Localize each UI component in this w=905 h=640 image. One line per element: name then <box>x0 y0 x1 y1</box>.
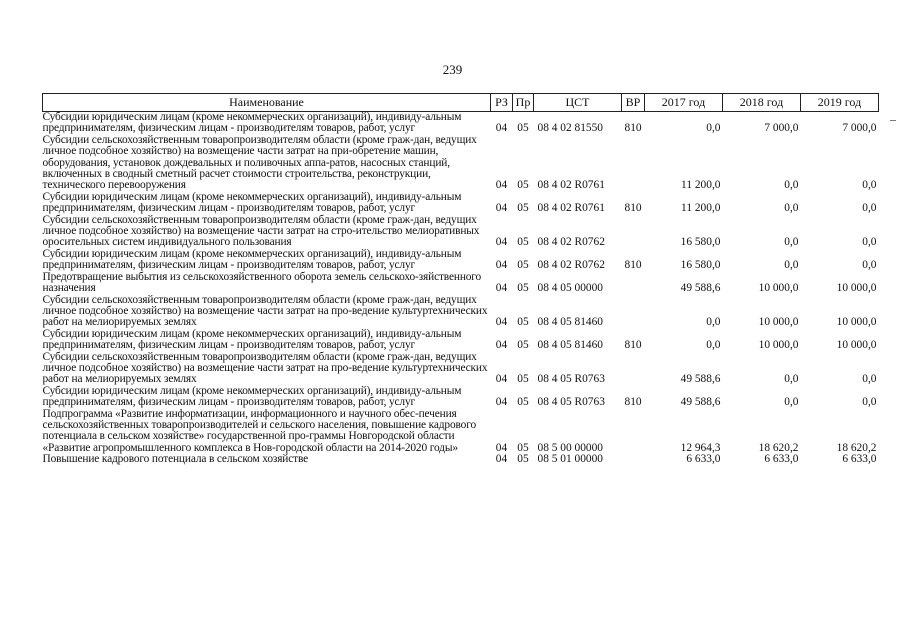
row-2017: 6 633,0 <box>686 453 721 466</box>
row-cst: 08 4 05 81460 <box>537 316 603 329</box>
row-vr <box>622 409 645 455</box>
row-2017: 0,0 <box>706 316 721 329</box>
row-vr <box>622 272 645 295</box>
row-2018: 18 620,2 <box>758 441 799 454</box>
row-cst: 08 4 05 R0763 <box>537 373 605 386</box>
row-vr <box>622 352 645 386</box>
row-name: Субсидии юридическим лицам (кроме некоммерческих организаций), индивиду-альным предпринимателям, физическим лицам - производителям товаров, работ, услуг <box>42 111 462 135</box>
row-2017: 0,0 <box>706 122 721 135</box>
row-pr: 05 <box>517 441 529 454</box>
row-cst: 08 4 05 00000 <box>537 282 603 295</box>
row-vr: 810 <box>624 122 642 135</box>
row-rz: 04 <box>495 282 508 295</box>
header-cst: ЦСТ <box>534 94 622 112</box>
row-rz: 04 <box>495 122 508 135</box>
row-2019: 0,0 <box>862 202 877 215</box>
row-2017: 11 200,0 <box>681 202 721 215</box>
table-row <box>43 295 879 329</box>
budget-table <box>42 93 879 466</box>
row-pr: 05 <box>517 259 529 272</box>
row-vr: 810 <box>624 202 642 215</box>
row-vr <box>622 454 645 465</box>
table-row <box>43 454 879 465</box>
row-2017: 16 580,0 <box>680 259 721 272</box>
row-rz: 04 <box>495 202 508 215</box>
row-cst: 08 4 05 R0763 <box>537 396 605 409</box>
row-2019: 10 000,0 <box>836 316 877 329</box>
header-vr: ВР <box>622 94 645 112</box>
row-cst: 08 5 01 00000 <box>537 453 603 466</box>
table-row <box>43 112 879 135</box>
row-2019: 0,0 <box>862 396 877 409</box>
row-pr: 05 <box>517 316 529 329</box>
row-pr: 05 <box>517 236 529 249</box>
table-row <box>43 329 879 352</box>
row-2018: 0,0 <box>784 179 799 192</box>
row-2019: 10 000,0 <box>836 282 877 295</box>
row-rz: 04 <box>495 339 508 352</box>
row-2018: 10 000,0 <box>758 282 799 295</box>
row-rz: 04 <box>495 441 508 454</box>
header-row <box>43 94 879 112</box>
table-row <box>43 352 879 386</box>
row-vr: 810 <box>624 339 642 352</box>
row-pr: 05 <box>517 373 529 386</box>
table-row <box>43 135 879 192</box>
row-vr <box>622 295 645 329</box>
page-number: 239 <box>442 62 463 77</box>
row-rz: 04 <box>495 179 508 192</box>
header-rz: РЗ <box>491 94 513 112</box>
row-vr: 810 <box>624 396 642 409</box>
row-name: Субсидии сельскохозяйственным товаропроизводителям области (кроме граж-дан, ведущих личное подсобное хозяйство) на возмещение части затрат на стро-ительство мелиоративных оросительных систем индивидуального пользования <box>42 213 480 249</box>
margin-mark <box>890 120 896 121</box>
table-row <box>43 249 879 272</box>
table-body <box>43 112 879 466</box>
row-pr: 05 <box>517 202 529 215</box>
row-rz: 04 <box>495 236 508 249</box>
row-name: Субсидии юридическим лицам (кроме некоммерческих организаций), индивиду-альным предпринимателям, физическим лицам - производителям товаров, работ, услуг <box>42 384 462 409</box>
row-pr: 05 <box>517 339 529 352</box>
table-row <box>43 409 879 455</box>
row-2019: 0,0 <box>862 179 877 192</box>
row-2017: 49 588,6 <box>680 396 721 409</box>
table-row <box>43 272 879 295</box>
row-2018: 0,0 <box>784 202 799 215</box>
row-name: Повышение кадрового потенциала в сельском хозяйстве <box>42 453 309 466</box>
row-2018: 6 633,0 <box>764 453 799 466</box>
row-2018: 0,0 <box>784 396 799 409</box>
row-vr <box>622 135 645 192</box>
row-2019: 10 000,0 <box>836 339 877 352</box>
row-name: Субсидии сельскохозяйственным товаропроизводителям области (кроме граж-дан, ведущих личное подсобное хозяйство) на возмещение части затрат на про-ведение культуртехнических работ на мелиорируемых землях <box>42 293 488 329</box>
row-2018: 0,0 <box>784 259 799 272</box>
row-2017: 11 200,0 <box>681 179 721 192</box>
row-cst: 08 4 02 R0761 <box>537 179 605 192</box>
row-2017: 0,0 <box>706 339 721 352</box>
row-cst: 08 4 02 R0762 <box>537 259 605 272</box>
row-2017: 49 588,6 <box>680 282 721 295</box>
row-2019: 7 000,0 <box>842 122 877 135</box>
row-2017: 49 588,6 <box>680 373 721 386</box>
row-cst: 08 5 00 00000 <box>537 441 603 454</box>
header-2019: 2019 год <box>801 94 879 112</box>
row-name: Субсидии юридическим лицам (кроме некоммерческих организаций), индивиду-альным предпринимателям, физическим лицам - производителям товаров, работ, услуг <box>42 247 462 272</box>
row-pr: 05 <box>517 396 529 409</box>
row-rz: 04 <box>495 259 508 272</box>
header-2017: 2017 год <box>645 94 723 112</box>
row-2017: 12 964,3 <box>680 441 721 454</box>
row-2018: 7 000,0 <box>764 122 799 135</box>
row-vr: 810 <box>624 259 642 272</box>
row-pr: 05 <box>517 282 529 295</box>
row-vr <box>622 215 645 249</box>
row-2019: 18 620,2 <box>836 441 877 454</box>
row-name: Субсидии юридическим лицам (кроме некоммерческих организаций), индивиду-альным предпринимателям, физическим лицам - производителям товаров, работ, услуг <box>42 190 462 215</box>
row-2019: 0,0 <box>862 236 877 249</box>
row-2018: 0,0 <box>784 236 799 249</box>
row-rz: 04 <box>495 373 508 386</box>
row-2019: 0,0 <box>862 259 877 272</box>
row-2019: 0,0 <box>862 373 877 386</box>
table-row <box>43 386 879 409</box>
row-name: Предотвращение выбытия из сельскохозяйственного оборота земель сельскохо-зяйственного назначения <box>42 270 482 295</box>
row-2017: 16 580,0 <box>680 236 721 249</box>
row-pr: 05 <box>517 179 529 192</box>
row-2018: 0,0 <box>784 373 799 386</box>
row-rz: 04 <box>495 453 508 466</box>
table-row <box>43 215 879 249</box>
row-rz: 04 <box>495 396 508 409</box>
row-cst: 08 4 02 R0762 <box>537 236 605 249</box>
row-name: Субсидии сельскохозяйственным товаропроизводителям области (кроме граж-дан, ведущих личное подсобное хозяйство) на возмещение части затрат на при-обретение машин, оборудования, установок дождевальных и поливочных аппа-ратов, насосных станций, включенных в сводный сметный расчет стоимости строительства, реконструкции, технического перевооружения <box>42 133 477 192</box>
row-name: Субсидии юридическим лицам (кроме некоммерческих организаций), индивиду-альным предпринимателям, физическим лицам - производителям товаров, работ, услуг <box>42 327 462 352</box>
row-rz: 04 <box>495 316 508 329</box>
header-name: Наименование <box>43 94 491 112</box>
row-cst: 08 4 02 R0761 <box>537 202 605 215</box>
row-pr: 05 <box>517 453 529 466</box>
row-cst: 08 4 05 81460 <box>537 339 603 352</box>
row-2019: 6 633,0 <box>842 453 877 466</box>
row-name: Подпрограмма «Развитие информатизации, информационного и научного обес-печения сельскохозяйственных товаропроизводителей и сельского населения, повышение кадрового потенциала в сельском хозяйстве» государственной про-граммы Новгородской области «Развитие агропромышленного комплекса в Нов-городской области на 2014-2020 годы» <box>42 407 476 454</box>
row-name: Субсидии сельскохозяйственным товаропроизводителям области (кроме граж-дан, ведущих личное подсобное хозяйство) на возмещение части затрат на про-ведение культуртехнических работ на мелиорируемых землях <box>42 350 488 386</box>
header-2018: 2018 год <box>723 94 801 112</box>
row-2018: 10 000,0 <box>758 339 799 352</box>
row-2018: 10 000,0 <box>758 316 799 329</box>
row-pr: 05 <box>517 122 529 135</box>
row-cst: 08 4 02 81550 <box>537 122 603 135</box>
table-row <box>43 192 879 215</box>
header-pr: Пр <box>513 94 534 112</box>
